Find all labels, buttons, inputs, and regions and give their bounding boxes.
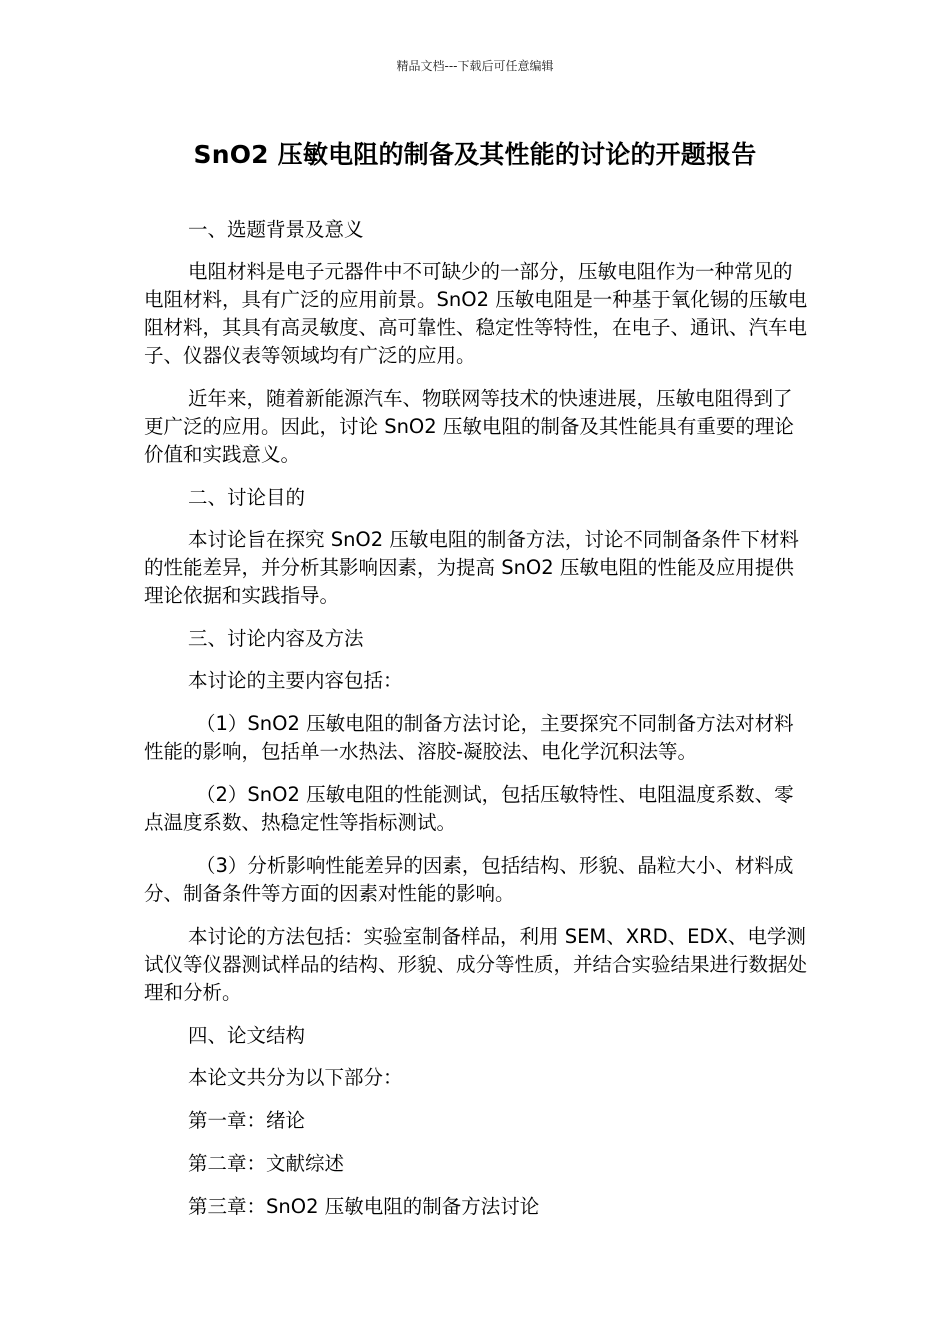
paragraph-background-2: 近年来，随着新能源汽车、物联网等技术的快速进展，压敏电阻得到了更广泛的应用。因此，讨论 SnO2 压敏电阻的制备及其性能具有重要的理论价值和实践意义。	[144, 387, 794, 466]
list-item-content-3: （3）分析影响性能差异的因素，包括结构、形貌、晶粒大小、材料成分、制备条件等方面的因素对性能的影响。	[144, 854, 794, 905]
chapter-line-1: 第一章：绪论	[188, 1109, 306, 1132]
document-title: SnO2 压敏电阻的制备及其性能的讨论的开题报告	[193, 140, 757, 169]
section-heading-content-methods: 三、讨论内容及方法	[188, 627, 364, 650]
section-heading-background: 一、选题背景及意义	[188, 218, 364, 241]
paragraph-purpose: 本讨论旨在探究 SnO2 压敏电阻的制备方法，讨论不同制备条件下材料的性能差异，并分析其影响因素，为提高 SnO2 压敏电阻的性能及应用提供理论依据和实践指导。	[144, 528, 799, 607]
list-item-content-1: （1）SnO2 压敏电阻的制备方法讨论，主要探究不同制备方法对材料性能的影响，包括单一水热法、溶胶-凝胶法、电化学沉积法等。	[144, 712, 794, 763]
paragraph-background-1: 电阻材料是电子元器件中不可缺少的一部分，压敏电阻作为一种常见的电阻材料，具有广泛的应用前景。SnO2 压敏电阻是一种基于氧化锡的压敏电阻材料，其具有高灵敏度、高可靠性、稳定性等特性，在电子、通讯、汽车电子、仪器仪表等领域均有广泛的应用。	[144, 260, 808, 367]
paragraph-methods: 本讨论的方法包括：实验室制备样品，利用 SEM、XRD、EDX、电学测试仪等仪器测试样品的结构、形貌、成分等性质，并结合实验结果进行数据处理和分析。	[144, 925, 808, 1004]
chapter-line-2: 第二章：文献综述	[188, 1152, 345, 1175]
header-note: 精品文档---下载后可任意编辑	[396, 59, 554, 73]
paragraph-content-intro: 本讨论的主要内容包括：	[188, 669, 403, 692]
chapter-line-3: 第三章：SnO2 压敏电阻的制备方法讨论	[188, 1195, 540, 1218]
section-heading-purpose: 二、讨论目的	[188, 486, 306, 509]
list-item-content-2: （2）SnO2 压敏电阻的性能测试，包括压敏特性、电阻温度系数、零点温度系数、热稳定性等指标测试。	[144, 783, 794, 834]
section-heading-structure: 四、论文结构	[188, 1024, 306, 1047]
paragraph-structure-intro: 本论文共分为以下部分：	[188, 1066, 403, 1089]
document-body	[144, 216, 810, 1236]
